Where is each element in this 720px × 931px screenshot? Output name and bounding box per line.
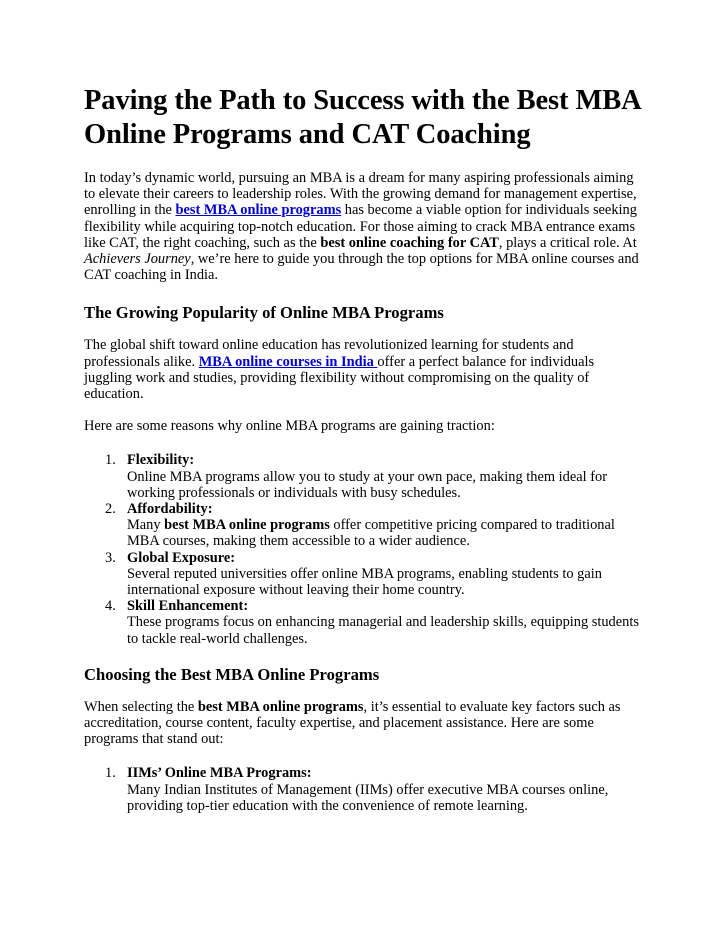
section2-heading: Choosing the Best MBA Online Programs <box>84 664 380 684</box>
list-item-title: Affordability: <box>127 501 213 518</box>
list-item-text: Online MBA programs allow you to study at your own pace, making them ideal for working professionals or individuals with busy schedules. <box>127 468 607 501</box>
list-item <box>84 550 644 599</box>
list-item-number: 1. <box>105 765 116 782</box>
programs-list <box>84 765 644 814</box>
section1-p1-text-2: offer a perfect balance for individuals juggling work and studies, providing flexibility without compromising on the quality of education. <box>84 353 595 403</box>
reasons-list <box>84 452 644 646</box>
list-item-title: IIMs’ Online MBA Programs: <box>127 765 312 782</box>
section1-paragraph-1 <box>84 337 644 402</box>
document-page <box>84 84 644 814</box>
list-item <box>84 501 644 550</box>
list-item-title: Flexibility: <box>127 452 195 469</box>
list-item-text-pre: Many <box>127 517 165 534</box>
intro-bold-cat-coaching: best online coaching for CAT <box>320 234 499 251</box>
section1-paragraph-2: Here are some reasons why online MBA programs are gaining traction: <box>84 418 495 435</box>
list-item <box>84 765 644 814</box>
section2-paragraph-1 <box>84 699 644 748</box>
list-item-number: 2. <box>105 501 116 518</box>
section2-p1-text-1: When selecting the <box>84 698 198 715</box>
intro-paragraph <box>84 170 644 283</box>
section2-p1-bold: best MBA online programs <box>197 698 364 715</box>
section2-p1-text-2: , it’s essential to evaluate key factors such as accreditation, course content, faculty expertise, and placement assistance. Here are some programs that stand out: <box>84 698 621 748</box>
list-item-text: Many Indian Institutes of Management (IIMs) offer executive MBA courses online, providing top-tier education with the convenience of remote learning. <box>127 781 609 814</box>
page-title: Paving the Path to Success with the Best MBA Online Programs and CAT Coaching <box>84 85 641 150</box>
list-item-bold: best MBA online programs <box>164 517 330 534</box>
list-item-title: Skill Enhancement: <box>127 598 249 615</box>
intro-italic-brand: Achievers Journey <box>84 251 191 268</box>
list-item <box>84 598 644 647</box>
list-item-text: Several reputed universities offer online MBA programs, enabling students to gain international exposure without leaving their home country. <box>127 565 602 599</box>
list-item-number: 3. <box>105 549 116 566</box>
list-item-title: Global Exposure: <box>127 549 236 566</box>
list-item-number: 1. <box>105 452 116 469</box>
intro-text-2: has become a viable option for individuals seeking flexibility while acquiring top-notch education. For those aiming to crack MBA entrance exams like CAT, the right coaching, such as the <box>84 202 637 251</box>
list-item <box>84 452 644 501</box>
intro-text-4: , we’re here to guide you through the top options for MBA online courses and CAT coaching in India. <box>84 251 639 284</box>
intro-text-3: , plays a critical role. At <box>498 234 637 251</box>
list-item-text-post: offer competitive pricing compared to traditional MBA courses, making them accessible to a wider audience. <box>127 517 615 550</box>
section1-heading: The Growing Popularity of Online MBA Programs <box>84 303 444 323</box>
list-item-text: These programs focus on enhancing managerial and leadership skills, equipping students to tackle real-world challenges. <box>127 614 639 647</box>
section1-p1-text-1: The global shift toward online education has revolutionized learning for students and professionals alike. <box>84 337 574 370</box>
intro-text-1: In today’s dynamic world, pursuing an MBA is a dream for many aspiring professionals aiming to elevate their careers to leadership roles. With the growing demand for management expertise, enrolling in the <box>84 170 637 219</box>
list-item-number: 4. <box>105 598 116 615</box>
best-mba-online-programs-link[interactable]: best MBA online programs <box>175 202 342 219</box>
mba-online-courses-india-link[interactable]: MBA online courses in India <box>198 353 378 370</box>
